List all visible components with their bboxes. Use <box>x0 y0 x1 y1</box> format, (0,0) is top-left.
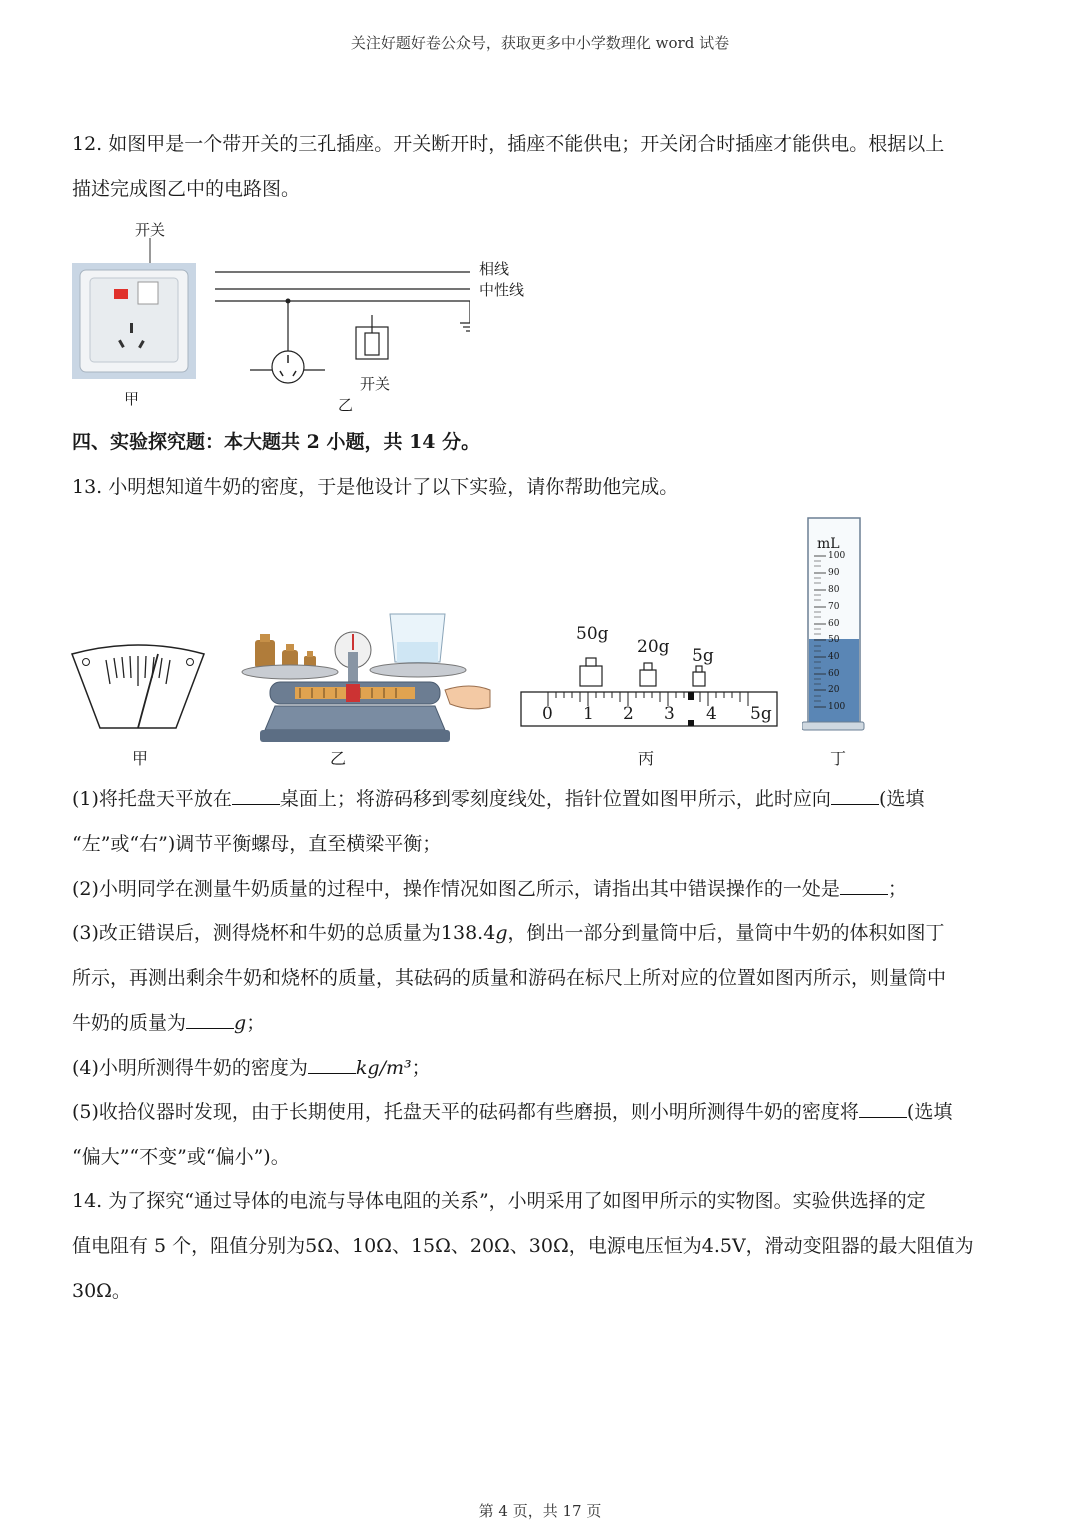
rule-tick-3: 3 <box>664 704 675 724</box>
circuit-switch-label: 开关 <box>360 375 391 393</box>
rule-tick-2: 2 <box>623 704 634 724</box>
answer-blank[interactable] <box>831 786 879 805</box>
q13-part3-line3: 牛奶的质量为 g； <box>72 1012 266 1034</box>
cyl-mark-10: 100 <box>828 702 846 712</box>
socket-switch-label: 开关 <box>135 221 166 239</box>
answer-blank[interactable] <box>232 786 280 805</box>
answer-blank[interactable] <box>186 1010 234 1029</box>
q13-fig-yi-caption: 乙 <box>330 749 347 768</box>
cyl-mark-9: 20 <box>828 685 840 695</box>
q13-part4: (4)小明所测得牛奶的密度为 kg/m³； <box>72 1057 431 1079</box>
balance-illustration <box>240 612 495 747</box>
section-4-title: 四、实验探究题：本大题共 2 小题，共 14 分。 <box>72 431 481 453</box>
cyl-mark-5: 60 <box>828 619 840 629</box>
weight-50g-label: 50g <box>576 624 609 644</box>
q14-line2: 值电阻有 5 个，阻值分别为5Ω、10Ω、15Ω、20Ω、30Ω，电源电压恒为4.5V，滑动变阻器的最大阻值为 <box>72 1235 974 1257</box>
page-header: 关注好题好卷公众号，获取更多中小学数理化 word 试卷 <box>350 34 730 52</box>
answer-blank[interactable] <box>308 1055 356 1074</box>
live-wire-label: 相线 <box>479 260 510 278</box>
weight-20g-label: 20g <box>637 637 670 657</box>
q13-intro: 13. 小明想知道牛奶的密度，于是他设计了以下实验，请你帮助他完成。 <box>72 476 679 498</box>
q13-part5-line1: (5)收拾仪器时发现，由于长期使用，托盘天平的砝码都有些磨损，则小明所测得牛奶的密度将 (选填 <box>72 1101 953 1123</box>
cyl-mark-2: 90 <box>828 568 840 578</box>
cyl-mark-8: 60 <box>828 669 840 679</box>
neutral-wire-label: 中性线 <box>479 281 525 299</box>
page-footer: 第 4 页，共 17 页 <box>478 1502 602 1520</box>
q12-line1: 12. 如图甲是一个带开关的三孔插座。开关断开时，插座不能供电；开关闭合时插座才能供电。根据以上 <box>72 133 945 155</box>
cylinder-unit: mL <box>817 536 840 552</box>
q13-part3-line1: (3)改正错误后，测得烧杯和牛奶的总质量为138.4g，倒出一部分到量筒中后，量筒中牛奶的体积如图丁 <box>72 922 945 944</box>
answer-blank[interactable] <box>840 876 888 895</box>
cyl-mark-7: 40 <box>828 652 840 662</box>
cyl-mark-1: 100 <box>828 551 846 561</box>
q13-part3-line2: 所示，再测出剩余牛奶和烧杯的质量，其砝码的质量和游码在标尺上所对应的位置如图丙所示，则量筒中 <box>72 967 947 989</box>
socket-photo <box>72 238 197 383</box>
q12-line2: 描述完成图乙中的电路图。 <box>72 178 301 200</box>
q13-part5-line2: “偏大”“不变”或“偏小”)。 <box>72 1146 290 1168</box>
pointer-dial <box>68 640 208 735</box>
fig-yi-caption: 乙 <box>338 396 354 414</box>
q13-part1-line2: “左”或“右”)调节平衡螺母，直至横梁平衡； <box>72 833 442 855</box>
rule-tick-1: 1 <box>583 704 594 724</box>
rule-tick-5g: 5g <box>750 704 772 724</box>
weights-and-rule <box>518 648 780 730</box>
rule-tick-0: 0 <box>542 704 553 724</box>
circuit-diagram <box>210 255 470 390</box>
q14-line3: 30Ω。 <box>72 1280 131 1302</box>
cyl-mark-4: 70 <box>828 602 840 612</box>
weight-5g-label: 5g <box>692 646 714 666</box>
q13-part2: (2)小明同学在测量牛奶质量的过程中，操作情况如图乙所示，请指出其中错误操作的一处是 ； <box>72 878 907 900</box>
q13-fig-ding-caption: 丁 <box>830 749 847 768</box>
fig-jia-caption: 甲 <box>124 390 140 408</box>
q13-part1-line1: (1)将托盘天平放在 桌面上；将游码移到零刻度线处，指针位置如图甲所示，此时应向 (选填 <box>72 788 925 810</box>
q14-line1: 14. 为了探究“通过导体的电流与导体电阻的关系”，小明采用了如图甲所示的实物图。实验供选择的定 <box>72 1190 926 1212</box>
answer-blank[interactable] <box>859 1099 907 1118</box>
cyl-mark-6: 50 <box>828 635 840 645</box>
q13-fig-jia-caption: 甲 <box>132 749 149 768</box>
rule-tick-4: 4 <box>706 704 717 724</box>
cyl-mark-3: 80 <box>828 585 840 595</box>
q13-fig-bing-caption: 丙 <box>638 749 655 768</box>
